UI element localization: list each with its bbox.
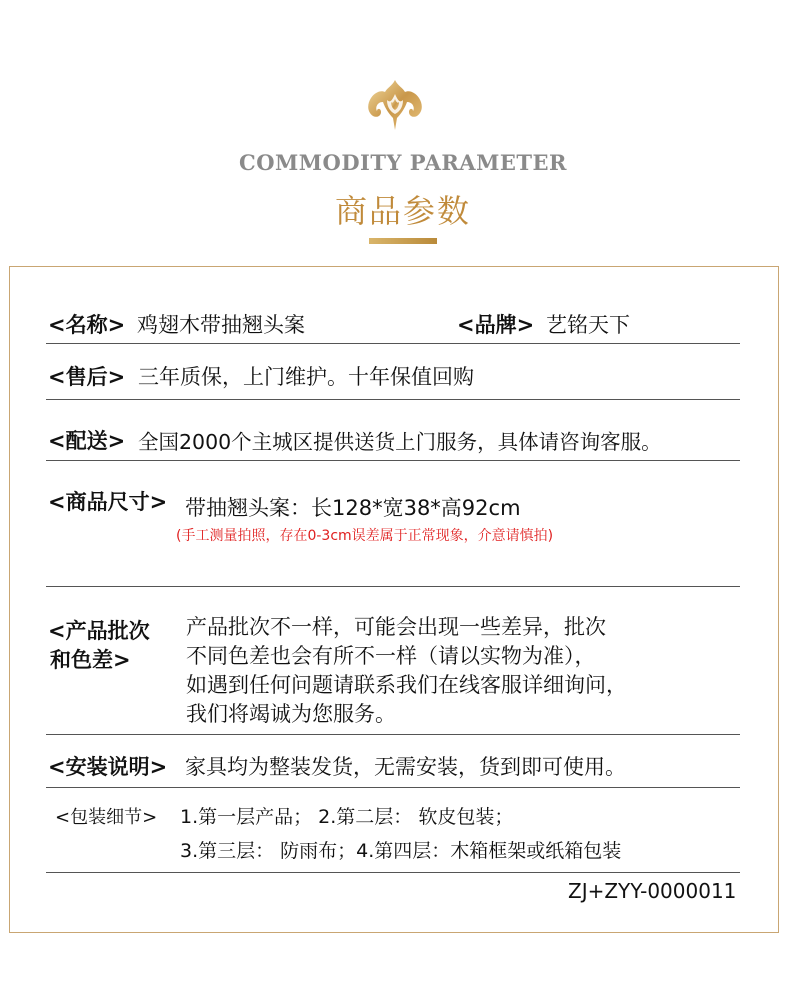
- row-divider: [46, 343, 740, 344]
- title-underline: [369, 238, 437, 244]
- batch-text-line: 我们将竭诚为您服务。: [186, 702, 396, 726]
- size-note: (手工测量拍照，存在0-3cm误差属于正常现象，介意请慎拍): [176, 528, 554, 544]
- row-divider: [46, 586, 740, 587]
- batch-label-line-1: <产品批次: [48, 619, 150, 643]
- product-code: ZJ+ZYY-0000011: [568, 879, 737, 903]
- delivery-label: <配送>: [48, 429, 126, 453]
- delivery-value: 全国2000个主城区提供送货上门服务，具体请咨询客服。: [138, 430, 662, 454]
- brand-label: <品牌>: [457, 313, 535, 337]
- row-divider: [46, 734, 740, 735]
- row-divider: [46, 872, 740, 873]
- batch-text-line: 产品批次不一样，可能会出现一些差异，批次: [186, 615, 606, 639]
- size-value: 带抽翘头案：长128*宽38*高92cm: [185, 496, 521, 520]
- english-section-title: COMMODITY PARAMETER: [239, 150, 567, 175]
- brand-value: 艺铭天下: [546, 313, 630, 337]
- install-label: <安装说明>: [48, 755, 168, 779]
- batch-text-line: 不同色差也会有所不一样（请以实物为准），: [186, 644, 596, 668]
- batch-text-line: 如遇到任何问题请联系我们在线客服详细询问，: [186, 673, 627, 697]
- size-label: <商品尺寸>: [48, 490, 168, 514]
- aftersale-value: 三年质保，上门维护。十年保值回购: [138, 365, 474, 389]
- batch-label-line-2: 和色差>: [50, 648, 131, 672]
- package-line-1: 1.第一层产品； 2.第二层： 软皮包装；: [180, 806, 514, 828]
- name-value: 鸡翅木带抽翘头案: [137, 313, 305, 337]
- chinese-section-title: 商品参数: [334, 192, 471, 230]
- row-divider: [46, 787, 740, 788]
- name-label: <名称>: [48, 313, 126, 337]
- ornament-logo-icon: [365, 78, 425, 134]
- row-divider: [46, 399, 740, 400]
- package-label: <包装细节>: [55, 807, 158, 828]
- package-line-2: 3.第三层： 防雨布；4.第四层：木箱框架或纸箱包装: [180, 840, 622, 862]
- aftersale-label: <售后>: [48, 365, 126, 389]
- install-value: 家具均为整装发货，无需安装，货到即可使用。: [185, 755, 626, 779]
- row-divider: [46, 460, 740, 461]
